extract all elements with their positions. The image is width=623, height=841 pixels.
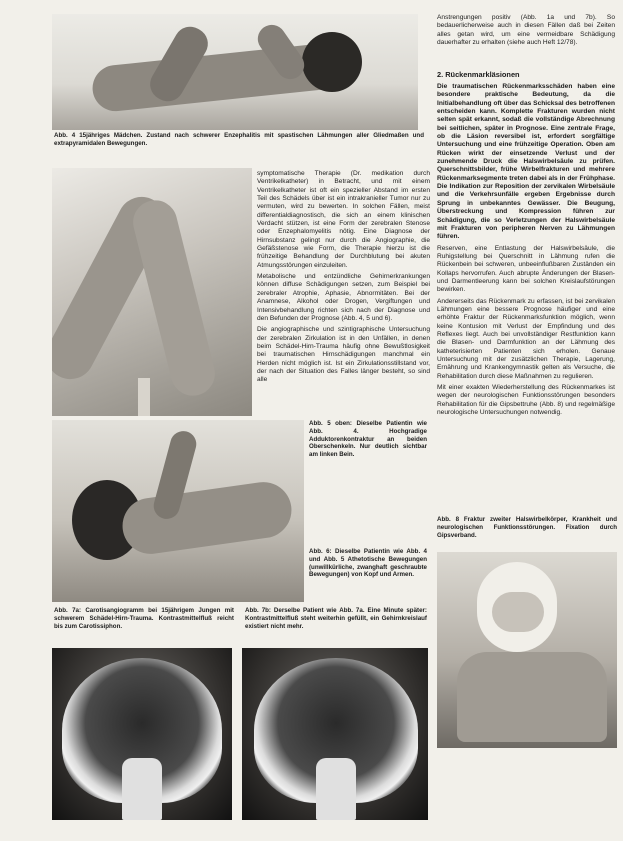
right-paragraph: Reserven, eine Entlastung der Halswirbelsäule, die Ruhigstellung bei Querschnitt in Lähmung rufen die Rückenbein bei schweren, unbeeinflußbaren Zuständen ein Kollaps hervorrufen. Auch abrupte Änderungen der Blasen- und Darmentleerung kann bei solchen Kreislaufstörungen bewirken. xyxy=(437,244,615,294)
right-paragraph: Die traumatischen Rückenmarksschäden haben eine besondere praktische Bedeutung, da die Initialbehandlung oft über das Schicksal des betroffenen entscheiden kann. Komplette Frakturen wurden nicht selten spät erkannt, sodaß die vollständige Abrechnung bei seitlichen, später in Prognose. Eine zentrale Frage, ob die Läsion reversibel ist, erfordert sorgfältige Untersuchung und eine frühzeitige Operation. Oben am Rücken wirkt der einsetzende Verlust und der zunehmende Druck die Halswirbelsäule zu prüfen. Querschnittsbilder, frühe Wirbelfrakturen und mehrere Rückenmarksegmente treten dabei als in der Frühphase. Die Indikation zur Reposition der zervikalen Wirbelsäule und die Verkehrsunfälle ergeben Ergebnisse durch Sprung in unbekanntes Gewässer. Die Beugung, Überstreckung und Kompression führen zur Schädigung, die so Verletzungen der Halswirbelsäule mit Frakturen von peripheren Nerven zu Lähmungen führen. xyxy=(437,83,615,241)
photo-abb8 xyxy=(437,552,617,748)
right-column-main xyxy=(437,70,615,420)
caption-abb7a: Abb. 7a: Carotisangiogramm bei 15jährigem Jungen mit schwerem Schädel-Hirn-Trauma. Kontrastmittelfluß reicht bis zum Carotissiphon. xyxy=(54,607,234,630)
right-paragraph: Mit einer exakten Wiederherstellung des Rückenmarkes ist wegen der neurologischen Funktionsstörungen besonders Rehabilitation für die Gipsbettruhe (Abb. 8) und regelmäßige neurologische Untersuchungen notwendig. xyxy=(437,384,615,417)
caption-abb6: Abb. 6: Dieselbe Patientin wie Abb. 4 und Abb. 5 Athetotische Bewegungen (unwillkürliche, zwanghaft geschraubte Bewegungen) von Kopf und Armen. xyxy=(309,548,427,579)
xray-abb7b xyxy=(242,648,428,820)
center-paragraph: Metabolische und entzündliche Gehirnerkrankungen können diffuse Schädigungen setzen, zum Beispiel bei zerebraler Atrophie, Aphasie, Abnormitäten. Bei der Anamnese, Alkohol oder Drogen, Vergiftungen und Intensivbehandlung richten sich nach der Diagnose und den Befunden der Prognose (Abb. 4, 5 und 6). xyxy=(257,273,430,322)
top-right-paragraph: Anstrengungen positiv (Abb. 1a und 7b). So bedauerlicherweise auch in diesen Fällen daß bei Zeiten alles getan wird, um eine vermeidbare Schädigung dauerhafter zu erhalten (siehe auch Heft 12/78). xyxy=(437,14,615,47)
caption-abb5: Abb. 5 oben: Dieselbe Patientin wie Abb. 4. Hochgradige Adduktorenkontraktur an beiden Oberschenkeln. Nur deutlich sichtbar am linken Bein. xyxy=(309,420,427,459)
photo-abb4 xyxy=(52,14,418,130)
section-heading: 2. Rückenmarkläsionen xyxy=(437,70,520,79)
caption-abb4: Abb. 4 15jähriges Mädchen. Zustand nach schwerer Enzephalitis mit spastischen Lähmungen aller Gliedmaßen und extrapyramidalen Bewegungen. xyxy=(54,132,424,147)
right-paragraph: Andererseits das Rückenmark zu erfassen, ist bei zervikalen Lähmungen eine bessere Prognose häufiger und eine erhöhte Fraktur der Rückenmarksfunktion möglich, wenn keine Kontusion mit Verlust der Empfindung und des Reflexes liegt. Auch bei unvollständiger Restfunktion kann die Blasen- und Darmfunktion an der Lähmung des katheterisierten Patienten sich erholen. Genaue Untersuchung mit der zusätzlichen Therapie, Lagerung, Ernährung und Krankengymnastik gelten als Versuche, die Rehabilitation durch diese Maßnahmen zu regulieren. xyxy=(437,297,615,380)
photo-abb5 xyxy=(52,168,252,416)
xray-abb7a xyxy=(52,648,232,820)
right-column-top-text xyxy=(437,14,615,50)
caption-abb8: Abb. 8 Fraktur zweiter Halswirbelkörper, Krankheit und neurologischen Funktionsstörungen. Fixation durch Gipsverband. xyxy=(437,516,617,539)
center-paragraph: symptomatische Therapie (Dr. medikation durch Ventrikelkatheter) in Betracht, und mit einem Ventrikelkatheter ist oft ein spezieller Abstand im ersten Teil des Schädels über ist ein intrakranieller Tumor nur zu vermuten, wird zu bewerten. In solchen Fällen, meist differentialdiagnostisch, die sich an einem klinischen Verdacht stützen, ist eine Form der zerebralen Stenose oder Enzephalomyelitis nötig. Eine Diagnose der Hirnsubstanz gelingt nur durch die Angiographie, die Gefäßstenose wie Form, die Therapie hierzu ist die frühzeitige Behandlung der Durchblutung bei akuten Atmungsstörungen einzuleiten. xyxy=(257,170,430,269)
photo-abb6 xyxy=(52,420,304,602)
caption-abb7b: Abb. 7b: Derselbe Patient wie Abb. 7a. Eine Minute später: Kontrastmittelfluß steht weiterhin gefüllt, ein Gehirnkreislauf existiert nicht mehr. xyxy=(245,607,427,630)
center-paragraph: Die angiographische und szintigraphische Untersuchung der zerebralen Zirkulation ist in den Unfällen, in denen beim Schädel-Hirn-Trauma häufig ohne Bewußtlosigkeit bei traumatischen Hirnschädigungen manchmal ein Herden nicht möglich ist. Ist ein Zirkulationsstillstand vor, der nach der Situation des Falles länger besteht, so sind alle xyxy=(257,326,430,384)
center-column-text xyxy=(257,170,430,388)
